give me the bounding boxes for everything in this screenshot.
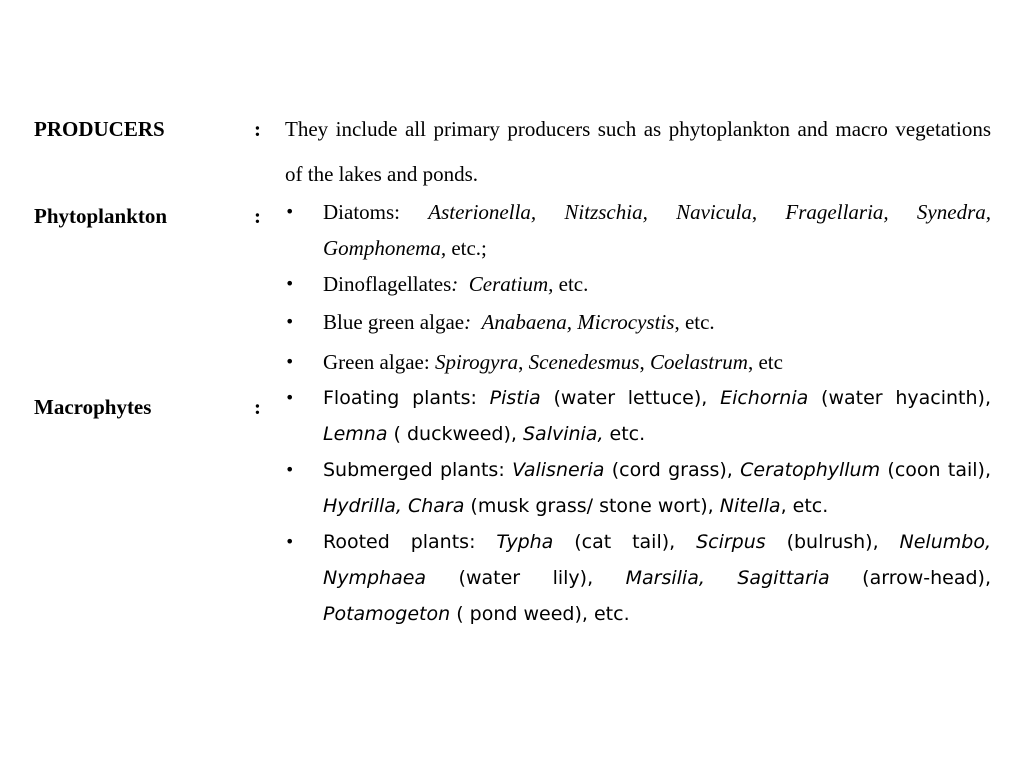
- submerged-common-1: (cord grass),: [604, 459, 741, 481]
- bullet-icon: •: [285, 274, 295, 293]
- producers-colon: :: [254, 117, 261, 141]
- floating-common-1: (water lettuce),: [540, 387, 721, 409]
- species-lemna: Lemna: [323, 423, 388, 445]
- species-typha: Typha: [496, 531, 554, 553]
- list-item-blue-green-algae: [285, 302, 991, 342]
- species-hydrilla-chara: Hydrilla, Chara: [323, 495, 465, 517]
- dinoflagellates-sep: :: [451, 272, 459, 296]
- macrophytes-colon: :: [254, 395, 261, 419]
- phytoplankton-term: Phytoplankton: [34, 204, 168, 228]
- macrophytes-term: Macrophytes: [34, 395, 152, 419]
- species-navicula: Navicula: [676, 200, 752, 224]
- bullet-icon: •: [285, 352, 295, 371]
- species-nitella: Nitella: [719, 495, 781, 517]
- producers-text: They include all primary producers such as phytoplankton and macro vegetations of the lakes and ponds.: [285, 117, 991, 186]
- submerged-common-3: (musk grass/ stone wort),: [464, 495, 720, 517]
- species-synedra-gomphonema: Synedra, Gomphonema,: [323, 200, 991, 260]
- blue-green-sep: :: [464, 310, 472, 334]
- phytoplankton-colon: :: [254, 204, 261, 228]
- green-algae-tail: , etc: [747, 350, 783, 374]
- species-valisneria: Valisneria: [512, 459, 605, 481]
- species-potamogeton: Potamogeton: [323, 603, 451, 625]
- diatoms-tail: etc.;: [446, 236, 487, 260]
- bullet-icon: •: [285, 312, 295, 331]
- species-pistia: Pistia: [489, 387, 541, 409]
- species-nitzschia: Nitzschia,: [564, 200, 648, 224]
- floating-common-2: (water hyacinth),: [808, 387, 992, 409]
- species-scenedesmus: Scenedesmus: [528, 350, 640, 374]
- list-item-diatoms: • Diatoms: Asterionella, Nitzschia, Navicula, Fragellaria, Synedra, Gomphonema, etc.;: [285, 194, 991, 266]
- bullet-icon: •: [285, 532, 295, 551]
- phytoplankton-list: [285, 194, 991, 382]
- list-item-floating-plants: [285, 380, 991, 452]
- list-item-submerged-plants: [285, 452, 991, 524]
- species-scirpus: Scirpus: [696, 531, 766, 553]
- rooted-common-2: (bulrush),: [765, 531, 900, 553]
- rooted-label: Rooted plants:: [323, 531, 497, 553]
- bullet-icon: •: [285, 460, 295, 479]
- dinoflagellates-label: Dinoflagellates: [323, 272, 452, 296]
- rooted-common-4: (arrow-head),: [829, 567, 992, 589]
- list-item-rooted-plants: [285, 524, 991, 632]
- species-spirogyra: Spirogyra: [434, 350, 519, 374]
- list-item-green-algae: • Green algae: Spirogyra, Scenedesmus, Coelastrum, etc: [285, 342, 991, 382]
- list-item-dinoflagellates: [285, 266, 991, 302]
- submerged-common-2: (coon tail),: [880, 459, 991, 481]
- diatoms-label: Diatoms:: [323, 200, 429, 224]
- species-fragellaria: Fragellaria,: [785, 200, 889, 224]
- species-coelastrum: Coelastrum: [649, 350, 748, 374]
- floating-label: Floating plants:: [323, 387, 490, 409]
- green-algae-label: Green algae:: [323, 350, 435, 374]
- species-nelumbo: Nelumbo,: [899, 531, 991, 553]
- rooted-tail: ( pond weed), etc.: [450, 603, 630, 625]
- floating-common-3: ( duckweed),: [387, 423, 523, 445]
- bullet-icon: •: [285, 202, 295, 221]
- species-nymphaea: Nymphaea: [323, 567, 427, 589]
- submerged-label: Submerged plants:: [323, 459, 513, 481]
- bullet-icon: •: [285, 388, 295, 407]
- dinoflagellates-tail: etc.: [553, 272, 589, 296]
- blue-green-tail: , etc.: [674, 310, 715, 334]
- submerged-tail: , etc.: [780, 495, 829, 517]
- macrophytes-list: [285, 380, 991, 632]
- species-ceratophyllum: Ceratophyllum: [740, 459, 881, 481]
- species-eichornia: Eichornia: [720, 387, 809, 409]
- rooted-common-1: (cat tail),: [553, 531, 697, 553]
- species-anabaena-microcystis: Anabaena, Microcystis: [481, 310, 675, 334]
- producers-term: PRODUCERS: [34, 117, 165, 141]
- species-ceratium: Ceratium,: [468, 272, 554, 296]
- rooted-common-3: (water lily),: [426, 567, 626, 589]
- blue-green-label: Blue green algae: [323, 310, 465, 334]
- species-salvinia: Salvinia,: [522, 423, 604, 445]
- producers-description: [285, 107, 991, 197]
- floating-tail: etc.: [603, 423, 646, 445]
- species-asterionella: Asterionella,: [428, 200, 537, 224]
- species-marsilia-sagittaria: Marsilia, Sagittaria: [625, 567, 830, 589]
